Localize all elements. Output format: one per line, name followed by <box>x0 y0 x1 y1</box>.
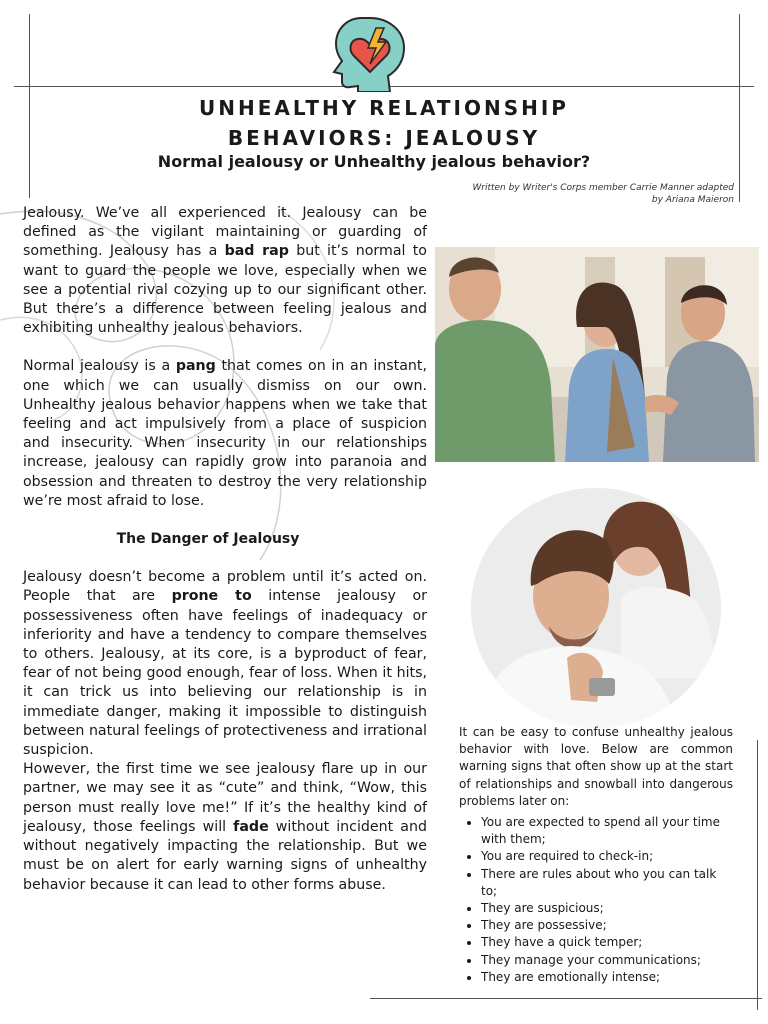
bold-text: prone to <box>171 588 252 605</box>
page-subtitle: Normal jealousy or Unhealthy jealous behavior? <box>157 152 591 171</box>
article-body <box>23 204 427 914</box>
byline-line1: Written by Writer's Corps member Carrie Manner adapted <box>472 183 734 193</box>
list-item: • They are emotionally intense; <box>481 969 733 986</box>
list-item: • They manage your communications; <box>481 952 733 969</box>
frame-line-bottom-right-vertical <box>757 740 758 1010</box>
bold-text: fade <box>233 818 269 835</box>
text-span: intense jealousy or possessiveness often have feelings of inadequacy or inferiority and have a tendency to compare themselves to others. Jealousy, at its core, is a byproduct of fear, fear of not being good enough, fear of loss. When it hits, it can trick us into believing our relationship is in immediate danger, making it impossible to distinguish between natural feelings of protectiveness and irrational suspicion. <box>23 588 427 759</box>
text-span: Jealousy doesn’t become a problem until it’s acted on. People that are <box>23 569 427 605</box>
byline <box>414 182 734 206</box>
paragraph-intro <box>23 204 427 338</box>
bold-text: bad rap <box>224 243 289 260</box>
frame-line-bottom-horizontal <box>370 998 762 999</box>
warning-signs-list <box>459 814 733 986</box>
head-with-broken-heart-icon <box>332 16 406 92</box>
list-item: • There are rules about who you can talk to; <box>481 866 733 900</box>
text-span: without incident and without negatively impacting the relationship. But we must be on alert for early warning signs of unhealthy behavior because it can lead to other forms abuse. <box>23 818 427 893</box>
text-span: However, the first time we see jealousy flare up in our partner, we may see it as “cute” and think, “Wow, this person must really love me!” If it’s the healthy kind of jealousy, those feelings will <box>23 761 427 835</box>
paragraph-danger <box>23 568 427 760</box>
text-span: that comes on in an instant, one which we can usually dismiss on our own. Unhealthy jealous behavior happens when we take that feeling and act impulsively from a place of suspicion and insecurity. When insecurity in our relationships increase, jealousy can rapidly grow into paranoia and obsession and threaten to destroy the very relationship we’re most afraid to lose. <box>23 358 427 509</box>
photo-jealous-couple-street <box>435 247 759 462</box>
list-item: • You are required to check-in; <box>481 848 733 865</box>
paragraph-warning <box>23 760 427 894</box>
page-title-line1: UNHEALTHY RELATIONSHIP <box>199 96 569 120</box>
byline-line2: by Ariana Maieron <box>651 195 734 205</box>
page-title-line2: BEHAVIORS: JEALOUSY <box>227 126 541 150</box>
text-span: but it’s normal to want to guard the people we love, especially when we see a potential rival cozying up to our significant other. But there’s a difference between feeling jealous and exhibiting unhealthy jealous behaviors. <box>23 243 427 337</box>
warning-signs-sidebar <box>459 724 733 986</box>
sidebar-intro: It can be easy to confuse unhealthy jealous behavior with love. Below are common warning signs that often show up at the start of relationships and snowball into dangerous problems later on: <box>459 725 733 808</box>
list-item: • You are expected to spend all your time with them; <box>481 814 733 848</box>
list-item: • They are possessive; <box>481 917 733 934</box>
text-span: Jealousy. We’ve all experienced it. Jealousy can be defined as the vigilant maintaining or guarding of something. Jealousy has a <box>23 205 427 260</box>
bold-text: pang <box>175 358 216 375</box>
photo-suspicious-partner <box>471 488 721 728</box>
paragraph-normal-jealousy <box>23 357 427 511</box>
list-item: • They have a quick temper; <box>481 934 733 951</box>
text-span: Normal jealousy is a <box>23 358 176 375</box>
section-heading: The Danger of Jealousy <box>116 531 300 548</box>
list-item: • They are suspicious; <box>481 900 733 917</box>
